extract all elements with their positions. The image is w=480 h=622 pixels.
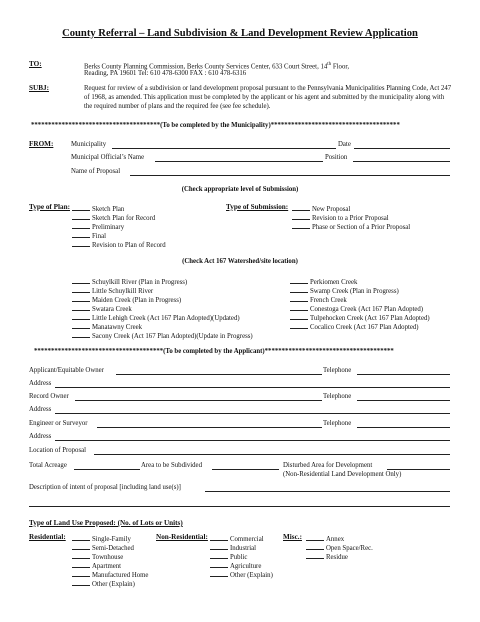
plan-option-sketch[interactable]: Sketch Plan	[72, 203, 124, 214]
to-address-line2: Reading, PA 19601 Tel: 610 478-6300 FAX : 610 478-6316	[84, 70, 247, 77]
checkbox-blank[interactable]	[72, 312, 90, 320]
misc-label: Misc.:	[283, 533, 302, 541]
checkbox-blank[interactable]	[72, 560, 90, 568]
checkbox-blank[interactable]	[210, 560, 228, 568]
nonresidential-option[interactable]: Commercial	[210, 533, 264, 544]
telephone-label: Telephone	[323, 393, 352, 400]
watershed-option[interactable]: French Creek	[290, 294, 347, 305]
checkbox-blank[interactable]	[210, 542, 228, 550]
total-acreage-label: Total Acreage	[29, 462, 67, 469]
checkbox-blank[interactable]	[290, 303, 308, 311]
checkbox-blank[interactable]	[72, 212, 90, 220]
residential-label: Residential:	[29, 533, 66, 541]
municipality-field[interactable]	[112, 148, 336, 149]
nonresidential-option[interactable]: Industrial	[210, 542, 256, 553]
checkbox-blank[interactable]	[292, 212, 310, 220]
checkbox-blank[interactable]	[72, 321, 90, 329]
record-owner-label: Record Owner	[29, 393, 69, 400]
municipality-label: Municipality	[71, 141, 107, 148]
location-field[interactable]	[94, 454, 450, 455]
checkbox-blank[interactable]	[290, 285, 308, 293]
nonresidential-option[interactable]: Agriculture	[210, 560, 261, 571]
checkbox-blank[interactable]	[292, 221, 310, 229]
watershed-option[interactable]: Manatawny Creek	[72, 321, 142, 332]
watershed-option[interactable]: Schuylkill River (Plan in Progress)	[72, 276, 187, 287]
watershed-option[interactable]: Sacony Creek (Act 167 Plan Adopted)(Update in Progress)	[72, 330, 253, 341]
checkbox-blank[interactable]	[210, 533, 228, 541]
intent-field[interactable]	[205, 491, 450, 492]
checkbox-blank[interactable]	[306, 533, 324, 541]
telephone-label: Telephone	[323, 367, 352, 374]
subj-label: SUBJ:	[29, 84, 49, 92]
subj-text: Request for review of a subdivision or land development proposal pursuant to the Pennsylvania Municipalities Planning Code, Act 247 of 1968, as amended. This application must be completed by the applicant or his agent and submitted by the municipality along with the required number of plans and the required fee (see fee schedule).	[84, 85, 452, 111]
checkbox-blank[interactable]	[210, 569, 228, 577]
official-name-field[interactable]	[155, 161, 323, 162]
plan-option-preliminary[interactable]: Preliminary	[72, 221, 124, 232]
divider-municipality: **************************************(To be completed by the Municipality)**************************************	[31, 122, 400, 129]
owner-field[interactable]	[116, 374, 322, 375]
watershed-option[interactable]: Swamp Creek (Plan in Progress)	[290, 285, 399, 296]
watershed-heading: (Check Act 167 Watershed/site location)	[182, 258, 298, 265]
owner-label: Applicant/Equitable Owner	[29, 367, 104, 374]
plan-option-final[interactable]: Final	[72, 230, 106, 241]
divider-applicant: **************************************(To be completed by the Applicant)**************************************	[34, 348, 394, 355]
checkbox-blank[interactable]	[72, 230, 90, 238]
owner-telephone-field[interactable]	[357, 374, 450, 375]
date-label: Date	[338, 141, 351, 148]
record-owner-field[interactable]	[75, 400, 322, 401]
record-owner-address-field[interactable]	[55, 413, 450, 414]
to-address-line1: Berks County Planning Commission, Berks County Services Center, 633 Court Street, 14th Floor,	[84, 62, 350, 71]
checkbox-blank[interactable]	[72, 578, 90, 586]
official-name-label: Municipal Official’s Name	[71, 154, 145, 161]
plan-option-revision[interactable]: Revision to Plan of Record	[72, 239, 166, 250]
nonresidential-label: Non-Residential:	[156, 533, 208, 541]
residential-option[interactable]: Townhouse	[72, 551, 123, 562]
position-field[interactable]	[353, 161, 450, 162]
engineer-label: Engineer or Surveyor	[29, 420, 88, 427]
engineer-address-field[interactable]	[55, 440, 450, 441]
address-label: Address	[29, 380, 52, 387]
misc-option[interactable]: Annex	[306, 533, 344, 544]
checkbox-blank[interactable]	[72, 542, 90, 550]
address-label: Address	[29, 433, 52, 440]
misc-option[interactable]: Open Space/Rec.	[306, 542, 373, 553]
watershed-option[interactable]: Tulpehocken Creek (Act 167 Plan Adopted)	[290, 312, 430, 323]
checkbox-blank[interactable]	[290, 276, 308, 284]
from-label: FROM:	[29, 140, 54, 148]
proposal-name-field[interactable]	[130, 175, 450, 176]
checkbox-blank[interactable]	[72, 276, 90, 284]
checkbox-blank[interactable]	[72, 294, 90, 302]
address-label: Address	[29, 406, 52, 413]
checkbox-blank[interactable]	[72, 303, 90, 311]
checkbox-blank[interactable]	[210, 551, 228, 559]
plan-option-sketch-record[interactable]: Sketch Plan for Record	[72, 212, 155, 223]
disturbed-area-label: Disturbed Area for Development	[283, 462, 373, 469]
watershed-option[interactable]: Maiden Creek (Plan in Progress)	[72, 294, 181, 305]
checkbox-blank[interactable]	[306, 542, 324, 550]
misc-option[interactable]: Residue	[306, 551, 348, 562]
nonresidential-option[interactable]: Other (Explain)	[210, 569, 273, 580]
checkbox-blank[interactable]	[306, 551, 324, 559]
land-use-heading: Type of Land Use Proposed: (No. of Lots or Units)	[29, 519, 183, 527]
watershed-option[interactable]: Swatara Creek	[72, 303, 132, 314]
area-subdivided-label: Area to be Subdivided	[141, 462, 202, 469]
residential-option[interactable]: Semi-Detached	[72, 542, 134, 553]
date-field[interactable]	[354, 148, 450, 149]
location-label: Location of Proposal	[29, 447, 87, 454]
watershed-option[interactable]: Perkiomen Creek	[290, 276, 357, 287]
checkbox-blank[interactable]	[72, 330, 90, 338]
checkbox-blank[interactable]	[290, 321, 308, 329]
proposal-name-label: Name of Proposal	[71, 168, 121, 175]
owner-address-field[interactable]	[55, 387, 450, 388]
intent-label: Description of intent of proposal [including land use(s)]	[29, 484, 181, 491]
watershed-option[interactable]: Little Lehigh Creek (Act 167 Plan Adopted)(Updated)	[72, 312, 240, 323]
checkbox-blank[interactable]	[292, 203, 310, 211]
residential-option[interactable]: Apartment	[72, 560, 121, 571]
residential-option[interactable]: Manufactured Home	[72, 569, 148, 580]
to-label: TO:	[29, 60, 42, 68]
watershed-option[interactable]: Conestoga Creek (Act 167 Plan Adopted)	[290, 303, 423, 314]
watershed-option[interactable]: Little Schuylkill River	[72, 285, 153, 296]
plan-type-label: Type of Plan:	[29, 203, 70, 211]
checkbox-blank[interactable]	[72, 221, 90, 229]
total-acreage-field[interactable]	[74, 469, 140, 470]
engineer-field[interactable]	[97, 427, 322, 428]
intent-field-continued[interactable]	[29, 506, 450, 507]
nonresidential-option[interactable]: Public	[210, 551, 247, 562]
record-owner-telephone-field[interactable]	[357, 400, 450, 401]
checkbox-blank[interactable]	[72, 551, 90, 559]
checkbox-blank[interactable]	[290, 294, 308, 302]
residential-option[interactable]: Single-Family	[72, 533, 131, 544]
submission-option-revision[interactable]: Revision to a Prior Proposal	[292, 212, 389, 223]
submission-option-phase[interactable]: Phase or Section of a Prior Proposal	[292, 221, 410, 232]
checkbox-blank[interactable]	[72, 203, 90, 211]
submission-type-label: Type of Submission:	[226, 203, 289, 211]
disturbed-area-note: (Non-Residential Land Development Only)	[283, 471, 402, 478]
checkbox-blank[interactable]	[290, 312, 308, 320]
area-subdivided-field[interactable]	[212, 469, 279, 470]
checkbox-blank[interactable]	[72, 533, 90, 541]
submission-heading: (Check appropriate level of Submission)	[181, 186, 299, 193]
engineer-telephone-field[interactable]	[357, 427, 450, 428]
position-label: Position	[325, 154, 348, 161]
page-title: County Referral – Land Subdivision & Land Development Review Application	[62, 28, 418, 39]
checkbox-blank[interactable]	[72, 569, 90, 577]
residential-option[interactable]: Other (Explain)	[72, 578, 135, 589]
telephone-label: Telephone	[323, 420, 352, 427]
checkbox-blank[interactable]	[72, 239, 90, 247]
submission-option-new[interactable]: New Proposal	[292, 203, 350, 214]
checkbox-blank[interactable]	[72, 285, 90, 293]
watershed-option[interactable]: Cocalico Creek (Act 167 Plan Adopted)	[290, 321, 419, 332]
